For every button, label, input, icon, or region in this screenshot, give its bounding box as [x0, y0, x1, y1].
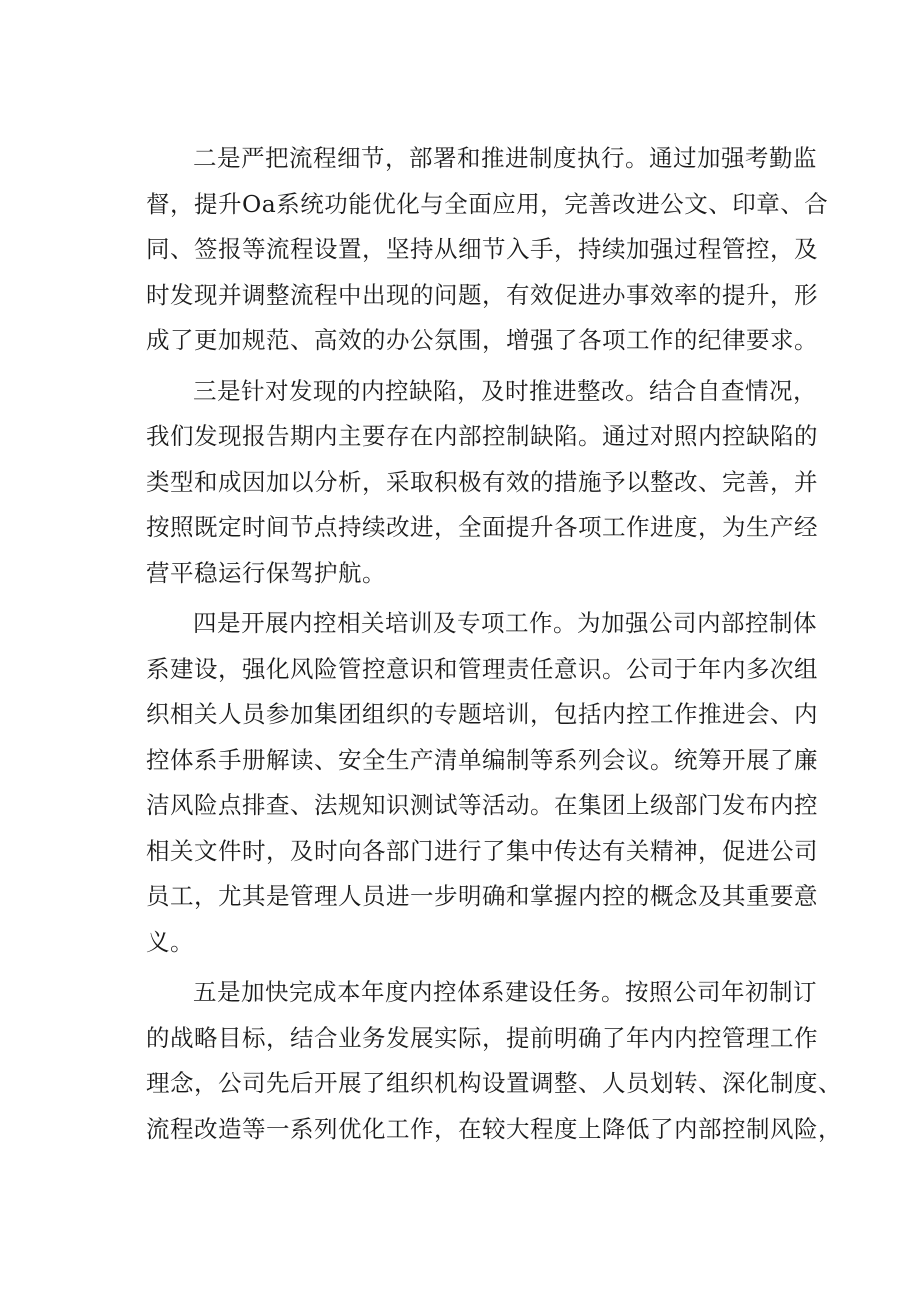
text-line: 织相关人员参加集团组织的专题培训，包括内控工作推进会、内	[146, 700, 818, 728]
paragraph-annual-tasks	[146, 970, 842, 1152]
text-line: 我们发现报告期内主要存在内部控制缺陷。通过对照内控缺陷的	[146, 422, 818, 450]
text-line: 员工，尤其是管理人员进一步明确和掌握内控的概念及其重要意	[146, 882, 818, 910]
text-line: 三是针对发现的内控缺陷，及时推进整改。结合自查情况，	[193, 376, 817, 405]
text-line: 时发现并调整流程中出现的问题，有效促进办事效率的提升，形	[146, 280, 818, 309]
paragraph-control-defects	[146, 369, 818, 597]
paragraph-process-details	[146, 136, 829, 364]
document-body	[146, 136, 842, 1157]
text-line: 相关文件时，及时向各部门进行了集中传达有关精神，促进公司	[146, 836, 818, 865]
text-line: 督，提升Oa系统功能优化与全面应用，完善改进公文、印章、合	[146, 189, 829, 218]
text-line: 二是严把流程细节，部署和推进制度执行。通过加强考勤监	[193, 144, 817, 172]
text-line: 同、签报等流程设置，坚持从细节入手，持续加强过程管控，及	[146, 235, 818, 263]
text-line: 义。	[146, 927, 194, 956]
text-line: 营平稳运行保驾护航。	[146, 558, 386, 587]
text-line: 洁风险点排查、法规知识测试等活动。在集团上级部门发布内控	[146, 791, 818, 819]
text-line: 五是加快完成本年度内控体系建设任务。按照公司年初制订	[193, 978, 817, 1006]
text-line: 流程改造等一系列优化工作，在较大程度上降低了内部控制风险，	[146, 1114, 842, 1143]
text-line: 成了更加规范、高效的办公氛围，增强了各项工作的纪律要求。	[146, 326, 818, 354]
text-line: 系建设，强化风险管控意识和管理责任意识。公司于年内多次组	[146, 654, 818, 683]
text-line: 控体系手册解读、安全生产清单编制等系列会议。统筹开展了廉	[146, 745, 818, 774]
paragraph-training	[146, 601, 818, 965]
text-line: 按照既定时间节点持续改进，全面提升各项工作进度，为生产经	[146, 513, 818, 541]
text-line: 理念，公司先后开展了组织机构设置调整、人员划转、深化制度、	[146, 1069, 842, 1097]
text-line: 类型和成因加以分析，采取积极有效的措施予以整改、完善，并	[146, 467, 818, 496]
text-line: 的战略目标，结合业务发展实际，提前明确了年内内控管理工作	[146, 1023, 818, 1052]
text-line: 四是开展内控相关培训及专项工作。为加强公司内部控制体	[193, 609, 817, 637]
